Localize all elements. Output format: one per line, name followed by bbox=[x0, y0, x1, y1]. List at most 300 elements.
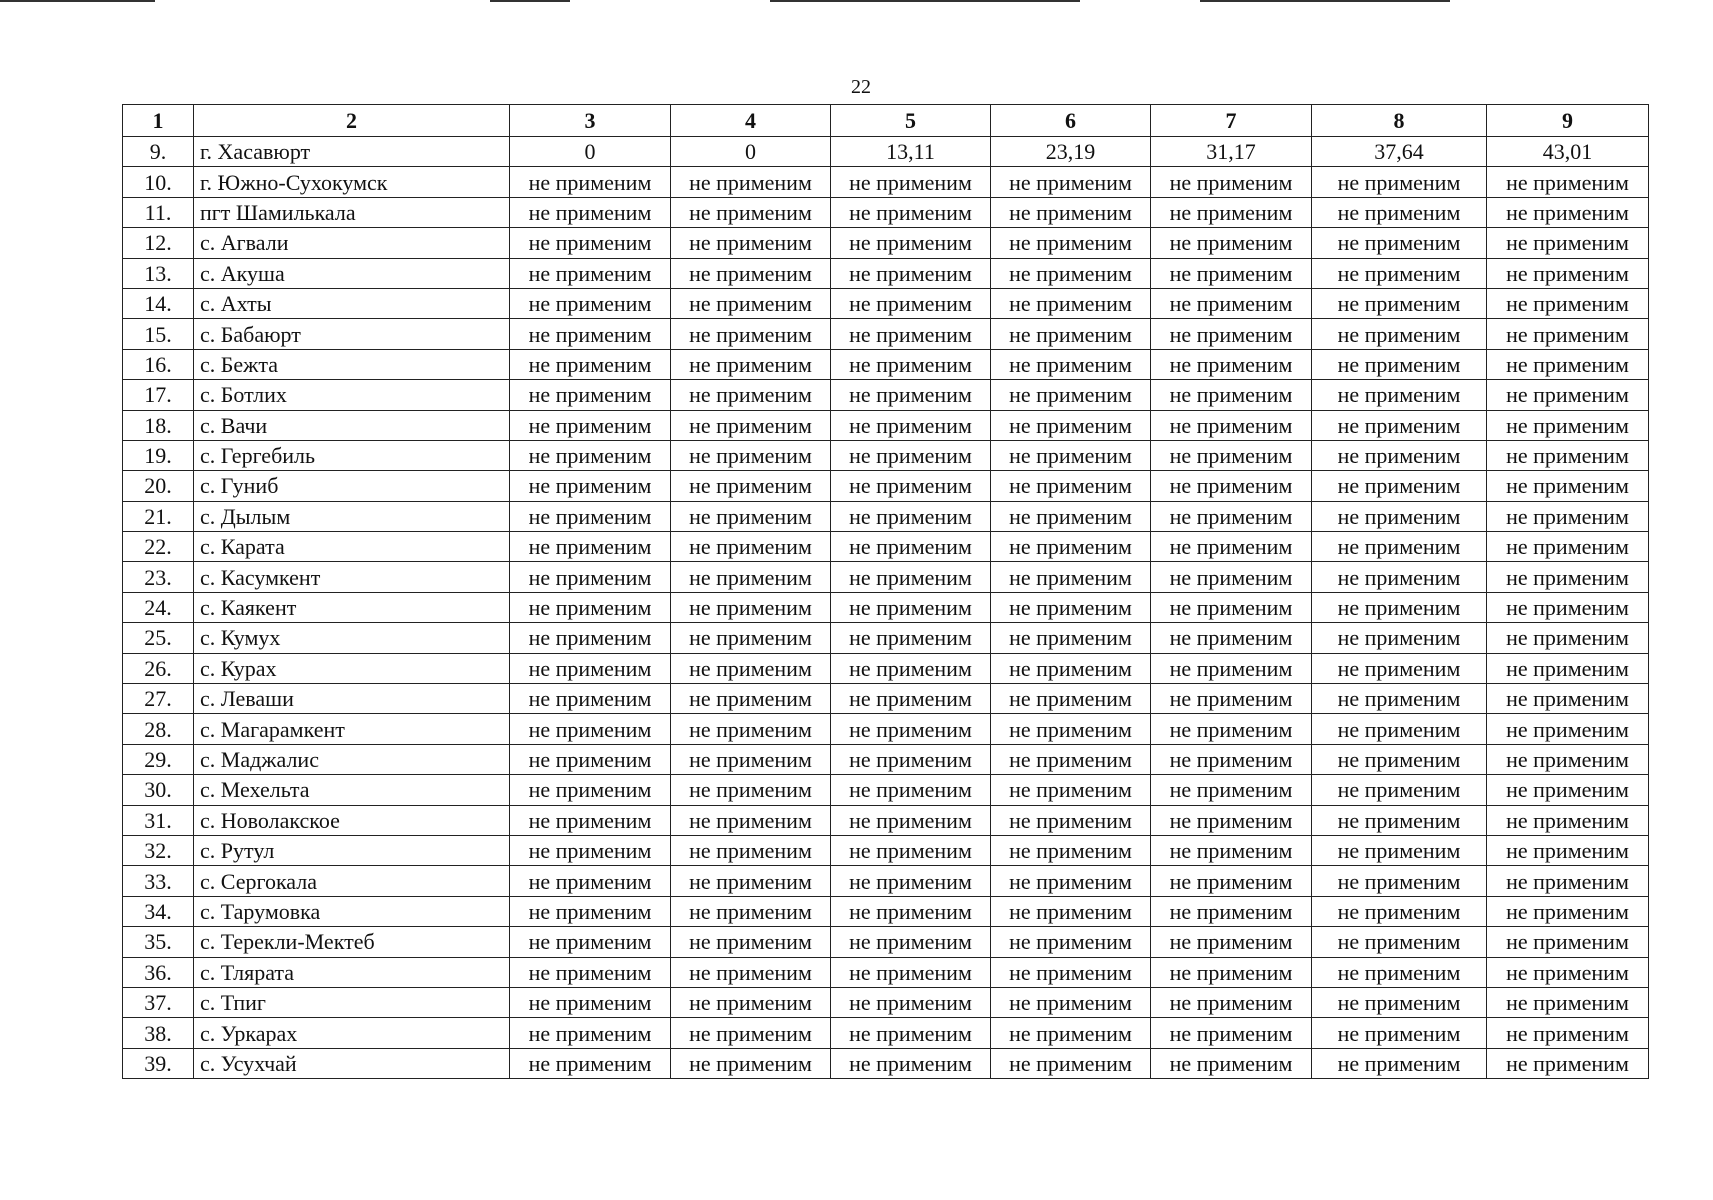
value-cell: не применим bbox=[1487, 380, 1649, 410]
value-cell: не применим bbox=[991, 440, 1151, 470]
row-number: 35. bbox=[123, 927, 194, 957]
value-cell: не применим bbox=[510, 714, 671, 744]
value-cell: не применим bbox=[1487, 592, 1649, 622]
settlement-name: с. Ахты bbox=[194, 288, 510, 318]
value-cell: не применим bbox=[991, 1048, 1151, 1078]
data-table bbox=[122, 104, 1649, 1079]
value-cell: не применим bbox=[1151, 927, 1312, 957]
settlement-name: с. Усухчай bbox=[194, 1048, 510, 1078]
value-cell: не применим bbox=[1487, 896, 1649, 926]
value-cell: не применим bbox=[510, 532, 671, 562]
value-cell: не применим bbox=[1151, 501, 1312, 531]
table-row bbox=[123, 1048, 1649, 1078]
value-cell: не применим bbox=[510, 167, 671, 197]
row-number: 10. bbox=[123, 167, 194, 197]
row-number: 33. bbox=[123, 866, 194, 896]
value-cell: не применим bbox=[510, 288, 671, 318]
value-cell: не применим bbox=[831, 684, 991, 714]
settlement-name: с. Тлярата bbox=[194, 957, 510, 987]
value-cell: не применим bbox=[991, 623, 1151, 653]
value-cell: не применим bbox=[991, 927, 1151, 957]
value-cell: не применим bbox=[1151, 805, 1312, 835]
value-cell: не применим bbox=[1487, 258, 1649, 288]
value-cell: не применим bbox=[1312, 835, 1487, 865]
value-cell: не применим bbox=[1151, 440, 1312, 470]
value-cell: не применим bbox=[1487, 501, 1649, 531]
value-cell: не применим bbox=[1151, 228, 1312, 258]
settlement-name: г. Хасавюрт bbox=[194, 137, 510, 167]
table-row bbox=[123, 167, 1649, 197]
row-number: 9. bbox=[123, 137, 194, 167]
value-cell: не применим bbox=[831, 592, 991, 622]
value-cell: не применим bbox=[1151, 380, 1312, 410]
value-cell: не применим bbox=[1312, 775, 1487, 805]
value-cell: не применим bbox=[1487, 775, 1649, 805]
value-cell: не применим bbox=[831, 562, 991, 592]
settlement-name: с. Карата bbox=[194, 532, 510, 562]
column-header: 7 bbox=[1151, 105, 1312, 137]
value-cell: не применим bbox=[510, 319, 671, 349]
column-header: 9 bbox=[1487, 105, 1649, 137]
value-cell: не применим bbox=[831, 258, 991, 288]
value-cell: не применим bbox=[671, 623, 831, 653]
value-cell: не применим bbox=[1151, 410, 1312, 440]
value-cell: не применим bbox=[510, 896, 671, 926]
value-cell: не применим bbox=[671, 440, 831, 470]
value-cell: не применим bbox=[831, 896, 991, 926]
row-number: 31. bbox=[123, 805, 194, 835]
header-row bbox=[123, 105, 1649, 137]
value-cell: не применим bbox=[671, 896, 831, 926]
value-cell: не применим bbox=[1487, 288, 1649, 318]
value-cell: не применим bbox=[1312, 1018, 1487, 1048]
settlement-name: с. Терекли-Мектеб bbox=[194, 927, 510, 957]
value-cell: не применим bbox=[510, 501, 671, 531]
value-cell: не применим bbox=[991, 288, 1151, 318]
row-number: 32. bbox=[123, 835, 194, 865]
value-cell: не применим bbox=[671, 197, 831, 227]
value-cell: не применим bbox=[1312, 380, 1487, 410]
value-cell: не применим bbox=[510, 957, 671, 987]
scan-edge-line bbox=[770, 0, 1080, 2]
value-cell: не применим bbox=[1312, 228, 1487, 258]
value-cell: не применим bbox=[1312, 805, 1487, 835]
value-cell: не применим bbox=[510, 805, 671, 835]
value-cell: не применим bbox=[1312, 258, 1487, 288]
value-cell: не применим bbox=[991, 987, 1151, 1017]
value-cell: не применим bbox=[1487, 197, 1649, 227]
row-number: 23. bbox=[123, 562, 194, 592]
value-cell: не применим bbox=[1487, 349, 1649, 379]
table-row bbox=[123, 987, 1649, 1017]
value-cell: не применим bbox=[831, 167, 991, 197]
row-number: 16. bbox=[123, 349, 194, 379]
value-cell: не применим bbox=[1312, 653, 1487, 683]
value-cell: не применим bbox=[510, 349, 671, 379]
value-cell: не применим bbox=[510, 197, 671, 227]
value-cell: не применим bbox=[1487, 714, 1649, 744]
value-cell: 0 bbox=[510, 137, 671, 167]
table-row bbox=[123, 866, 1649, 896]
settlement-name: с. Тарумовка bbox=[194, 896, 510, 926]
value-cell: не применим bbox=[991, 775, 1151, 805]
value-cell: не применим bbox=[831, 835, 991, 865]
table-row bbox=[123, 228, 1649, 258]
value-cell: не применим bbox=[1312, 562, 1487, 592]
settlement-name: с. Сергокала bbox=[194, 866, 510, 896]
value-cell: не применим bbox=[1312, 471, 1487, 501]
value-cell: не применим bbox=[1487, 927, 1649, 957]
column-header: 8 bbox=[1312, 105, 1487, 137]
value-cell: 43,01 bbox=[1487, 137, 1649, 167]
value-cell: не применим bbox=[1487, 167, 1649, 197]
value-cell: не применим bbox=[510, 380, 671, 410]
value-cell: не применим bbox=[831, 866, 991, 896]
table-row bbox=[123, 714, 1649, 744]
value-cell: не применим bbox=[991, 653, 1151, 683]
value-cell: 13,11 bbox=[831, 137, 991, 167]
value-cell: не применим bbox=[991, 562, 1151, 592]
value-cell: не применим bbox=[1312, 532, 1487, 562]
value-cell: не применим bbox=[1312, 501, 1487, 531]
column-header: 2 bbox=[194, 105, 510, 137]
value-cell: не применим bbox=[991, 866, 1151, 896]
value-cell: не применим bbox=[1151, 623, 1312, 653]
value-cell: не применим bbox=[1487, 562, 1649, 592]
value-cell: не применим bbox=[831, 957, 991, 987]
row-number: 13. bbox=[123, 258, 194, 288]
value-cell: не применим bbox=[831, 805, 991, 835]
row-number: 29. bbox=[123, 744, 194, 774]
value-cell: не применим bbox=[1312, 197, 1487, 227]
row-number: 28. bbox=[123, 714, 194, 744]
value-cell: не применим bbox=[1487, 623, 1649, 653]
settlement-name: пгт Шамилькала bbox=[194, 197, 510, 227]
value-cell: не применим bbox=[1487, 1048, 1649, 1078]
row-number: 25. bbox=[123, 623, 194, 653]
value-cell: не применим bbox=[671, 927, 831, 957]
row-number: 12. bbox=[123, 228, 194, 258]
value-cell: не применим bbox=[671, 501, 831, 531]
value-cell: не применим bbox=[671, 592, 831, 622]
value-cell: не применим bbox=[1312, 987, 1487, 1017]
table-row bbox=[123, 197, 1649, 227]
settlement-name: с. Ботлих bbox=[194, 380, 510, 410]
settlement-name: с. Вачи bbox=[194, 410, 510, 440]
value-cell: не применим bbox=[671, 744, 831, 774]
scan-edge-line bbox=[490, 0, 570, 2]
value-cell: не применим bbox=[831, 714, 991, 744]
settlement-name: с. Акуша bbox=[194, 258, 510, 288]
value-cell: не применим bbox=[671, 957, 831, 987]
value-cell: не применим bbox=[1487, 228, 1649, 258]
value-cell: не применим bbox=[831, 927, 991, 957]
row-number: 11. bbox=[123, 197, 194, 227]
table-row bbox=[123, 775, 1649, 805]
value-cell: не применим bbox=[1151, 714, 1312, 744]
value-cell: не применим bbox=[671, 228, 831, 258]
value-cell: не применим bbox=[1487, 835, 1649, 865]
value-cell: не применим bbox=[1151, 684, 1312, 714]
value-cell: не применим bbox=[1151, 532, 1312, 562]
column-header: 3 bbox=[510, 105, 671, 137]
table-row bbox=[123, 653, 1649, 683]
value-cell: не применим bbox=[510, 592, 671, 622]
table-row bbox=[123, 410, 1649, 440]
value-cell: не применим bbox=[1487, 471, 1649, 501]
value-cell: не применим bbox=[510, 1018, 671, 1048]
value-cell: не применим bbox=[1312, 349, 1487, 379]
value-cell: не применим bbox=[1312, 288, 1487, 318]
page-number: 22 bbox=[851, 76, 871, 98]
value-cell: не применим bbox=[1487, 653, 1649, 683]
value-cell: не применим bbox=[1312, 440, 1487, 470]
value-cell: не применим bbox=[1151, 1018, 1312, 1048]
value-cell: не применим bbox=[671, 653, 831, 683]
settlement-name: с. Кумух bbox=[194, 623, 510, 653]
value-cell: не применим bbox=[1312, 623, 1487, 653]
row-number: 24. bbox=[123, 592, 194, 622]
value-cell: не применим bbox=[510, 410, 671, 440]
settlement-name: с. Каякент bbox=[194, 592, 510, 622]
table-row bbox=[123, 137, 1649, 167]
value-cell: не применим bbox=[831, 1018, 991, 1048]
value-cell: не применим bbox=[1487, 684, 1649, 714]
table-row bbox=[123, 471, 1649, 501]
value-cell: не применим bbox=[831, 440, 991, 470]
settlement-name: с. Гергебиль bbox=[194, 440, 510, 470]
value-cell: не применим bbox=[1312, 1048, 1487, 1078]
value-cell: не применим bbox=[991, 197, 1151, 227]
value-cell: не применим bbox=[991, 592, 1151, 622]
scan-edge-line bbox=[1200, 0, 1450, 2]
value-cell: не применим bbox=[1487, 957, 1649, 987]
value-cell: не применим bbox=[991, 957, 1151, 987]
value-cell: не применим bbox=[831, 380, 991, 410]
row-number: 34. bbox=[123, 896, 194, 926]
value-cell: не применим bbox=[510, 987, 671, 1017]
column-header: 4 bbox=[671, 105, 831, 137]
table-row bbox=[123, 319, 1649, 349]
value-cell: не применим bbox=[671, 805, 831, 835]
value-cell: не применим bbox=[831, 744, 991, 774]
value-cell: не применим bbox=[831, 775, 991, 805]
value-cell: не применим bbox=[671, 835, 831, 865]
value-cell: 31,17 bbox=[1151, 137, 1312, 167]
value-cell: не применим bbox=[1151, 258, 1312, 288]
value-cell: не применим bbox=[831, 319, 991, 349]
settlement-name: с. Магарамкент bbox=[194, 714, 510, 744]
value-cell: не применим bbox=[510, 684, 671, 714]
value-cell: не применим bbox=[510, 228, 671, 258]
settlement-name: с. Касумкент bbox=[194, 562, 510, 592]
value-cell: не применим bbox=[1312, 714, 1487, 744]
value-cell: не применим bbox=[671, 319, 831, 349]
value-cell: не применим bbox=[831, 197, 991, 227]
column-header: 6 bbox=[991, 105, 1151, 137]
table-row bbox=[123, 258, 1649, 288]
value-cell: не применим bbox=[831, 1048, 991, 1078]
value-cell: не применим bbox=[671, 349, 831, 379]
value-cell: не применим bbox=[671, 1048, 831, 1078]
value-cell: не применим bbox=[991, 805, 1151, 835]
table-row bbox=[123, 805, 1649, 835]
value-cell: не применим bbox=[991, 410, 1151, 440]
value-cell: не применим bbox=[1312, 927, 1487, 957]
value-cell: не применим bbox=[1312, 684, 1487, 714]
row-number: 14. bbox=[123, 288, 194, 318]
value-cell: не применим bbox=[1151, 167, 1312, 197]
value-cell: не применим bbox=[671, 714, 831, 744]
value-cell: не применим bbox=[1151, 471, 1312, 501]
value-cell: не применим bbox=[831, 471, 991, 501]
row-number: 15. bbox=[123, 319, 194, 349]
value-cell: не применим bbox=[991, 380, 1151, 410]
settlement-name: с. Рутул bbox=[194, 835, 510, 865]
value-cell: не применим bbox=[991, 258, 1151, 288]
value-cell: не применим bbox=[991, 714, 1151, 744]
value-cell: не применим bbox=[831, 410, 991, 440]
settlement-name: с. Дылым bbox=[194, 501, 510, 531]
value-cell: не применим bbox=[510, 744, 671, 774]
settlement-name: с. Мехельта bbox=[194, 775, 510, 805]
value-cell: не применим bbox=[831, 288, 991, 318]
row-number: 26. bbox=[123, 653, 194, 683]
value-cell: не применим bbox=[991, 501, 1151, 531]
value-cell: не применим bbox=[1487, 987, 1649, 1017]
value-cell: не применим bbox=[1487, 319, 1649, 349]
table-row bbox=[123, 684, 1649, 714]
row-number: 27. bbox=[123, 684, 194, 714]
value-cell: 23,19 bbox=[991, 137, 1151, 167]
column-header: 1 bbox=[123, 105, 194, 137]
value-cell: не применим bbox=[671, 288, 831, 318]
value-cell: не применим bbox=[831, 653, 991, 683]
table-row bbox=[123, 592, 1649, 622]
table-row bbox=[123, 896, 1649, 926]
value-cell: не применим bbox=[510, 927, 671, 957]
value-cell: 0 bbox=[671, 137, 831, 167]
value-cell: не применим bbox=[1151, 349, 1312, 379]
value-cell: не применим bbox=[510, 653, 671, 683]
value-cell: не применим bbox=[1151, 835, 1312, 865]
value-cell: не применим bbox=[671, 167, 831, 197]
value-cell: не применим bbox=[671, 987, 831, 1017]
value-cell: не применим bbox=[1487, 532, 1649, 562]
settlement-name: с. Гуниб bbox=[194, 471, 510, 501]
row-number: 22. bbox=[123, 532, 194, 562]
value-cell: не применим bbox=[671, 258, 831, 288]
table-row bbox=[123, 744, 1649, 774]
value-cell: не применим bbox=[1312, 410, 1487, 440]
value-cell: не применим bbox=[1312, 957, 1487, 987]
value-cell: не применим bbox=[991, 471, 1151, 501]
value-cell: не применим bbox=[991, 532, 1151, 562]
value-cell: не применим bbox=[671, 775, 831, 805]
value-cell: не применим bbox=[1151, 896, 1312, 926]
value-cell: не применим bbox=[510, 562, 671, 592]
value-cell: не применим bbox=[510, 471, 671, 501]
value-cell: не применим bbox=[1151, 319, 1312, 349]
settlement-name: с. Тпиг bbox=[194, 987, 510, 1017]
value-cell: не применим bbox=[1151, 866, 1312, 896]
value-cell: не применим bbox=[991, 684, 1151, 714]
settlement-name: с. Бабаюрт bbox=[194, 319, 510, 349]
value-cell: не применим bbox=[1312, 592, 1487, 622]
table-row bbox=[123, 562, 1649, 592]
row-number: 17. bbox=[123, 380, 194, 410]
table-row bbox=[123, 927, 1649, 957]
value-cell: не применим bbox=[1312, 896, 1487, 926]
row-number: 39. bbox=[123, 1048, 194, 1078]
scan-edge-line bbox=[0, 0, 155, 2]
value-cell: не применим bbox=[831, 501, 991, 531]
settlement-name: с. Маджалис bbox=[194, 744, 510, 774]
value-cell: не применим bbox=[991, 167, 1151, 197]
table-row bbox=[123, 1018, 1649, 1048]
value-cell: не применим bbox=[991, 228, 1151, 258]
value-cell: не применим bbox=[671, 410, 831, 440]
value-cell: не применим bbox=[991, 744, 1151, 774]
row-number: 18. bbox=[123, 410, 194, 440]
value-cell: не применим bbox=[1487, 805, 1649, 835]
value-cell: не применим bbox=[991, 835, 1151, 865]
value-cell: не применим bbox=[671, 684, 831, 714]
table-row bbox=[123, 957, 1649, 987]
value-cell: не применим bbox=[510, 775, 671, 805]
value-cell: не применим bbox=[510, 835, 671, 865]
value-cell: не применим bbox=[1312, 866, 1487, 896]
row-number: 30. bbox=[123, 775, 194, 805]
value-cell: не применим bbox=[1487, 866, 1649, 896]
value-cell: 37,64 bbox=[1312, 137, 1487, 167]
row-number: 38. bbox=[123, 1018, 194, 1048]
value-cell: не применим bbox=[831, 349, 991, 379]
settlement-name: с. Бежта bbox=[194, 349, 510, 379]
settlement-name: с. Агвали bbox=[194, 228, 510, 258]
value-cell: не применим bbox=[831, 228, 991, 258]
table-header bbox=[123, 105, 1649, 137]
value-cell: не применим bbox=[671, 1018, 831, 1048]
settlement-name: с. Уркарах bbox=[194, 1018, 510, 1048]
table-body bbox=[123, 137, 1649, 1079]
value-cell: не применим bbox=[510, 1048, 671, 1078]
row-number: 21. bbox=[123, 501, 194, 531]
value-cell: не применим bbox=[1151, 653, 1312, 683]
table-row bbox=[123, 288, 1649, 318]
value-cell: не применим bbox=[1487, 410, 1649, 440]
value-cell: не применим bbox=[1151, 957, 1312, 987]
value-cell: не применим bbox=[510, 623, 671, 653]
row-number: 36. bbox=[123, 957, 194, 987]
value-cell: не применим bbox=[1487, 1018, 1649, 1048]
settlement-name: с. Новолакское bbox=[194, 805, 510, 835]
value-cell: не применим bbox=[1312, 319, 1487, 349]
value-cell: не применим bbox=[1151, 987, 1312, 1017]
value-cell: не применим bbox=[671, 562, 831, 592]
value-cell: не применим bbox=[1151, 1048, 1312, 1078]
value-cell: не применим bbox=[1151, 288, 1312, 318]
value-cell: не применим bbox=[1487, 440, 1649, 470]
row-number: 20. bbox=[123, 471, 194, 501]
table-row bbox=[123, 349, 1649, 379]
value-cell: не применим bbox=[991, 349, 1151, 379]
value-cell: не применим bbox=[1151, 775, 1312, 805]
value-cell: не применим bbox=[510, 440, 671, 470]
value-cell: не применим bbox=[671, 471, 831, 501]
value-cell: не применим bbox=[991, 1018, 1151, 1048]
value-cell: не применим bbox=[831, 532, 991, 562]
